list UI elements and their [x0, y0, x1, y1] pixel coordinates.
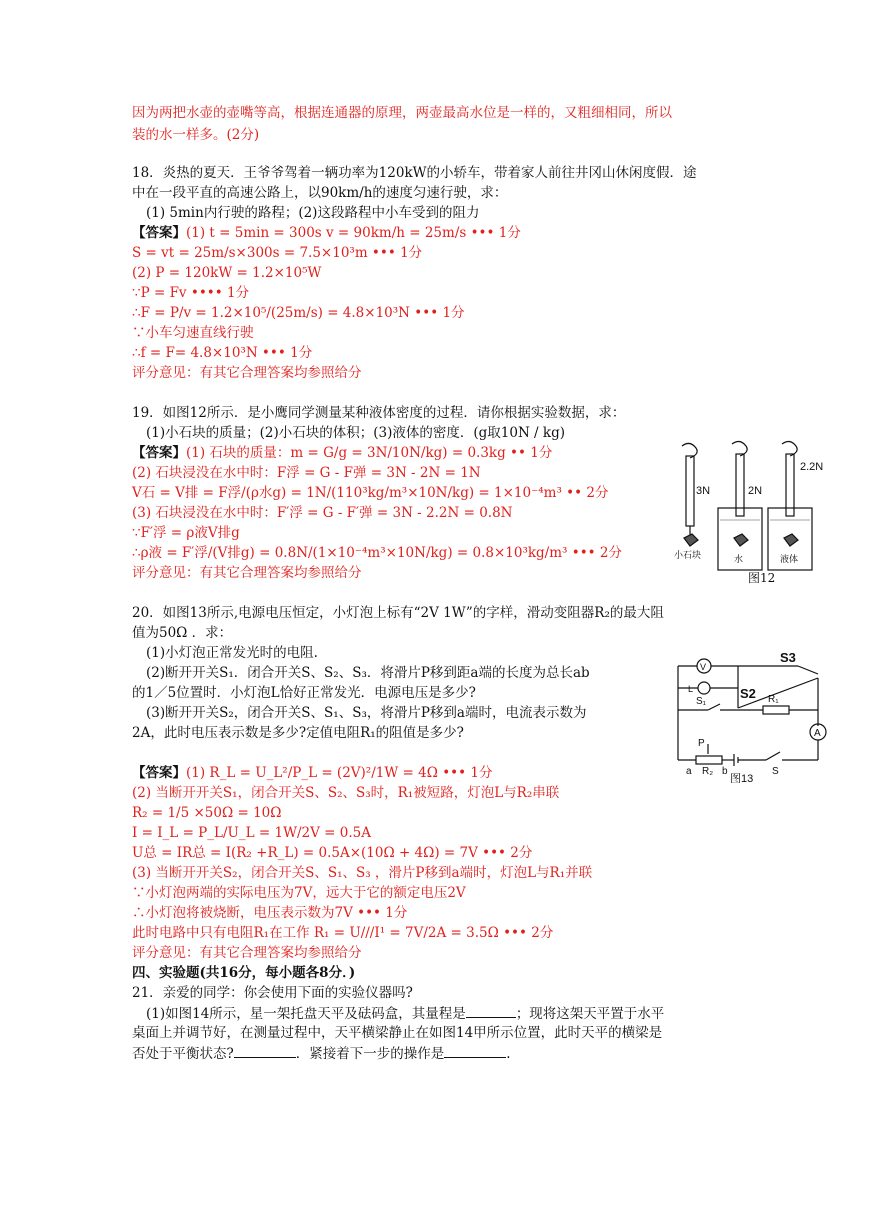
section-heading: 四、实验题(共16分，每小题各8分．) [132, 965, 356, 981]
answer-blank[interactable] [466, 1003, 516, 1018]
answer-line [132, 763, 492, 783]
answer-line [132, 223, 521, 243]
question-21-part1-cont2 [132, 1043, 511, 1064]
question-20-title: 20．如图13所示,电源电压恒定，小灯泡上标有“2V 1W”的字样，滑动变阻器R₂的最大阻 [132, 605, 664, 621]
question-20-sub3: (3)断开开关S₂，闭合开关S、S₁、S₃，将滑片P移到a端时，电流表示数为 [146, 705, 587, 721]
question-20-sub3-cont: 2A，此时电压表示数是多少?定值电阻R₁的阻值是多少? [132, 725, 464, 741]
question-20-sub2-cont: 的1／5位置时．小灯泡L恰好正常发光．电源电压是多少? [132, 685, 476, 701]
question-19-title: 19．如图12所示．是小鹰同学测量某种液体密度的过程．请你根据实验数据，求： [132, 405, 626, 421]
answer-line: (2) 石块浸没在水中时：F浮 = G - F弹 = 3N - 2N = 1N [132, 465, 481, 481]
question-18-title: 18．炎热的夏天．王爷爷驾着一辆功率为120kW的小轿车，带着家人前往井冈山休闲度假．途 [132, 165, 697, 181]
answer-line: (3) 当断开开关S₂，闭合开关S、S₁、S₃ ，滑片P移到a端时，灯泡L与R₁并联 [132, 865, 593, 881]
answer-label: 【答案】 [132, 225, 186, 241]
fig12-label-2-2n: 2.2N [800, 461, 824, 473]
answer-line: ∴小灯泡将被烧断，电压表示数为7V ••• 1分 [132, 905, 408, 921]
figure-13 [668, 648, 838, 783]
grading-note: 评分意见：有其它合理答案均参照给分 [132, 945, 362, 961]
answer-line: U总 = IR总 = I(R₂ +R_L) = 0.5A×(10Ω + 4Ω) = 7V ••• 2分 [132, 845, 533, 861]
answer-line [132, 443, 552, 463]
answer-blank[interactable] [444, 1043, 506, 1058]
fig13-a-label: a [686, 766, 692, 777]
q21-text: (1)如图14所示，星一架托盘天平及砝码盒，其量程是 [146, 1006, 466, 1022]
grading-note: 评分意见：有其它合理答案均参照给分 [132, 365, 362, 381]
answer-line: 此时电路中只有电阻R₁在工作 R₁ = U///I¹ = 7V/2A = 3.5Ω ••• 2分 [132, 925, 554, 941]
question-19-subquestions: (1)小石块的质量；(2)小石块的体积；(3)液体的密度．(g取10N / kg) [146, 425, 565, 441]
q21-text: 否处于平衡状态? [132, 1046, 234, 1062]
figure-13-caption: 图13 [730, 773, 754, 783]
question-21-title: 21．亲爱的同学：你会使用下面的实验仪器吗? [132, 985, 413, 1001]
answer-label: 【答案】 [132, 445, 186, 461]
answer-text: (1) R_L = U_L²/P_L = (2V)²/1W = 4Ω ••• 1分 [186, 765, 493, 781]
answer-label: 【答案】 [132, 765, 186, 781]
answer-line: 装的水一样多。(2分) [132, 127, 260, 143]
q21-text: ．紧接着下一步的操作是 [295, 1046, 445, 1062]
answer-text: (1) 石块的质量：m = G/g = 3N/10N/kg) = 0.3kg •• 1分 [186, 445, 553, 461]
answer-line: 因为两把水壶的壶嘴等高，根据连通器的原理，两壶最高水位是一样的，又粗细相同，所以 [132, 105, 672, 121]
answer-line: (2) P = 120kW = 1.2×10⁵W [132, 265, 322, 281]
fig12-caption-water: 水 [734, 555, 744, 565]
answer-line: ∴F = P/v = 1.2×10⁵/(25m/s) = 4.8×10³N ••• 1分 [132, 305, 465, 321]
fig13-s3-label: S3 [780, 650, 796, 665]
question-18-title-cont: 中在一段平直的高速公路上，以90km/h的速度匀速行驶，求： [132, 185, 508, 201]
fig12-caption-liquid: 液体 [780, 555, 799, 565]
question-21-part1-cont: 桌面上并调节好，在测量过程中，天平横梁静止在如图14甲所示位置，此时天平的横梁是 [132, 1025, 663, 1041]
fig12-caption-stone: 小石块 [674, 551, 702, 561]
figure-12-caption: 图12 [748, 571, 776, 585]
fig13-s1-label: S₁ [696, 696, 707, 707]
answer-line: ∵F′浮 = ρ液V排g [132, 525, 240, 541]
answer-line: R₂ = 1/5 ×50Ω = 10Ω [132, 805, 282, 821]
answer-line: ∴f = F= 4.8×10³N ••• 1分 [132, 345, 313, 361]
question-20-sub2: (2)断开开关S₁．闭合开关S、S₂、S₃．将滑片P移到距a端的长度为总长ab [146, 665, 590, 681]
fig13-r1-label: R₁ [768, 694, 779, 705]
question-21-part1 [146, 1003, 664, 1024]
fig13-voltmeter-label: V [700, 662, 707, 672]
answer-line: ∴ρ液 = F′浮/(V排g) = 0.8N/(1×10⁻⁴m³×10N/kg) = 0.8×10³kg/m³ ••• 2分 [132, 545, 622, 561]
answer-line: I = I_L = P_L/U_L = 1W/2V = 0.5A [132, 825, 371, 841]
fig13-ammeter-label: A [814, 728, 821, 739]
fig12-label-3n: 3N [696, 485, 711, 497]
question-18-subquestions: (1) 5min内行驶的路程；(2)这段路程中小车受到的阻力 [146, 205, 480, 221]
q21-text: ；现将这架天平置于水平 [515, 1006, 665, 1022]
figure-12 [672, 438, 832, 588]
answer-line: V石 = V排 = F浮/(ρ水g) = 1N/(110³kg/m³×10N/kg) = 1×10⁻⁴m³ •• 2分 [132, 485, 609, 501]
answer-line: ∵小车匀速直线行驶 [132, 325, 254, 341]
q21-text: . [506, 1046, 511, 1062]
fig13-p-label: P [698, 738, 705, 749]
answer-line: ∵P = Fv •••• 1分 [132, 285, 250, 301]
answer-line: S = vt = 25m/s×300s = 7.5×10³m ••• 1分 [132, 245, 423, 261]
grading-note: 评分意见：有其它合理答案均参照给分 [132, 565, 362, 581]
fig13-lamp-label: L [688, 684, 694, 694]
fig13-r2-label: R₂ [702, 766, 714, 777]
answer-line: (3) 石块浸没在水中时：F′浮 = G - F′弹 = 3N - 2.2N = 0.8N [132, 505, 513, 521]
answer-blank[interactable] [234, 1043, 296, 1058]
answer-line: (2) 当断开开关S₁，闭合开关S、S₂、S₃时，R₁被短路，灯泡L与R₂串联 [132, 785, 560, 801]
fig13-s-label: S [772, 766, 779, 777]
fig13-b-label: b [722, 766, 728, 777]
question-20-title-cont: 值为50Ω ．求： [132, 625, 233, 641]
answer-text: (1) t = 5min = 300s v = 90km/h = 25m/s ••• 1分 [186, 225, 521, 241]
fig12-label-2n: 2N [748, 485, 763, 497]
answer-line: ∵小灯泡两端的实际电压为7V，远大于它的额定电压2V [132, 885, 466, 901]
question-20-sub1: (1)小灯泡正常发光时的电阻. [146, 645, 318, 661]
fig13-s2-label: S2 [740, 686, 756, 701]
